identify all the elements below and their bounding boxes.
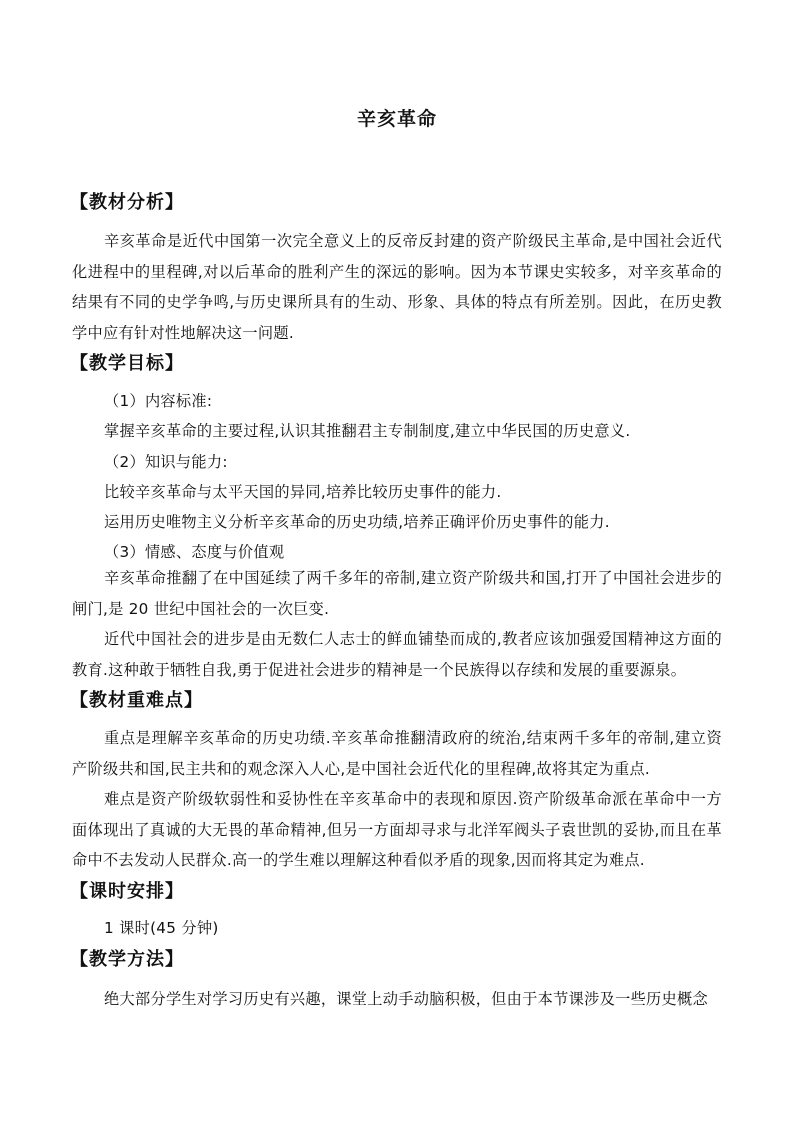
goals-ability-label: （2）知识与能力: [104, 453, 228, 471]
heading-keypoints: 【教材重难点】 [70, 690, 203, 711]
goals-standard-label: （1）内容标准: [104, 392, 213, 410]
keypoints-paragraph-1: 重点是理解辛亥革命的历史功绩.辛亥革命推翻清政府的统治,结束两千多年的帝制,建立资产阶级共和国,民主共和的观念深入人心,是中国社会近代化的里程碑,故将其定为重点. [72, 729, 722, 778]
heading-schedule: 【课时安排】 [70, 881, 184, 902]
heading-methods: 【教学方法】 [70, 949, 184, 970]
heading-analysis: 【教材分析】 [70, 192, 184, 213]
goals-values-paragraph-2: 近代中国社会的进步是由无数仁人志士的鲜血铺垫而成的,教者应该加强爱国精神这方面的教育.这种敢于牺牲自我,勇于促进社会进步的精神是一个民族得以存续和发展的重要源泉。 [72, 630, 722, 679]
goals-ability-text-2: 运用历史唯物主义分析辛亥革命的历史功绩,培养正确评价历史事件的能力. [104, 513, 610, 531]
page-title: 辛亥革命 [356, 108, 437, 130]
keypoints-paragraph-2: 难点是资产阶级软弱性和妥协性在辛亥革命中的表现和原因.资产阶级革命派在革命中一方面体现出了真诚的大无畏的革命精神,但另一方面却寻求与北洋军阀头子袁世凯的妥协,而且在革命中不去发动人民群众.高一的学生难以理解这种看似矛盾的现象,因而将其定为难点. [72, 790, 722, 869]
methods-text: 绝大部分学生对学习历史有兴趣，课堂上动手动脑积极，但由于本节课涉及一些历史概念 [104, 990, 709, 1008]
schedule-text: 1 课时(45 分钟) [104, 919, 219, 937]
goals-ability-text-1: 比较辛亥革命与太平天国的异同,培养比较历史事件的能力. [104, 483, 502, 501]
goals-values-label: （3）情感、态度与价值观 [104, 543, 285, 561]
goals-values-paragraph-1: 辛亥革命推翻了在中国延续了两千多年的帝制,建立资产阶级共和国,打开了中国社会进步的闸门,是 20 世纪中国社会的一次巨变. [72, 569, 722, 618]
heading-goals: 【教学目标】 [70, 353, 184, 374]
goals-standard-text: 掌握辛亥革命的主要过程,认识其推翻君主专制制度,建立中华民国的历史意义. [104, 422, 631, 440]
paragraph-analysis: 辛亥革命是近代中国第一次完全意义上的反帝反封建的资产阶级民主革命,是中国社会近代化进程中的里程碑,对以后革命的胜利产生的深远的影响。因为本节课史实较多，对辛亥革命的结果有不同的史学争鸣,与历史课所具有的生动、形象、具体的特点有所差别。因此，在历史教学中应有针对性地解决这一问题. [72, 232, 722, 342]
